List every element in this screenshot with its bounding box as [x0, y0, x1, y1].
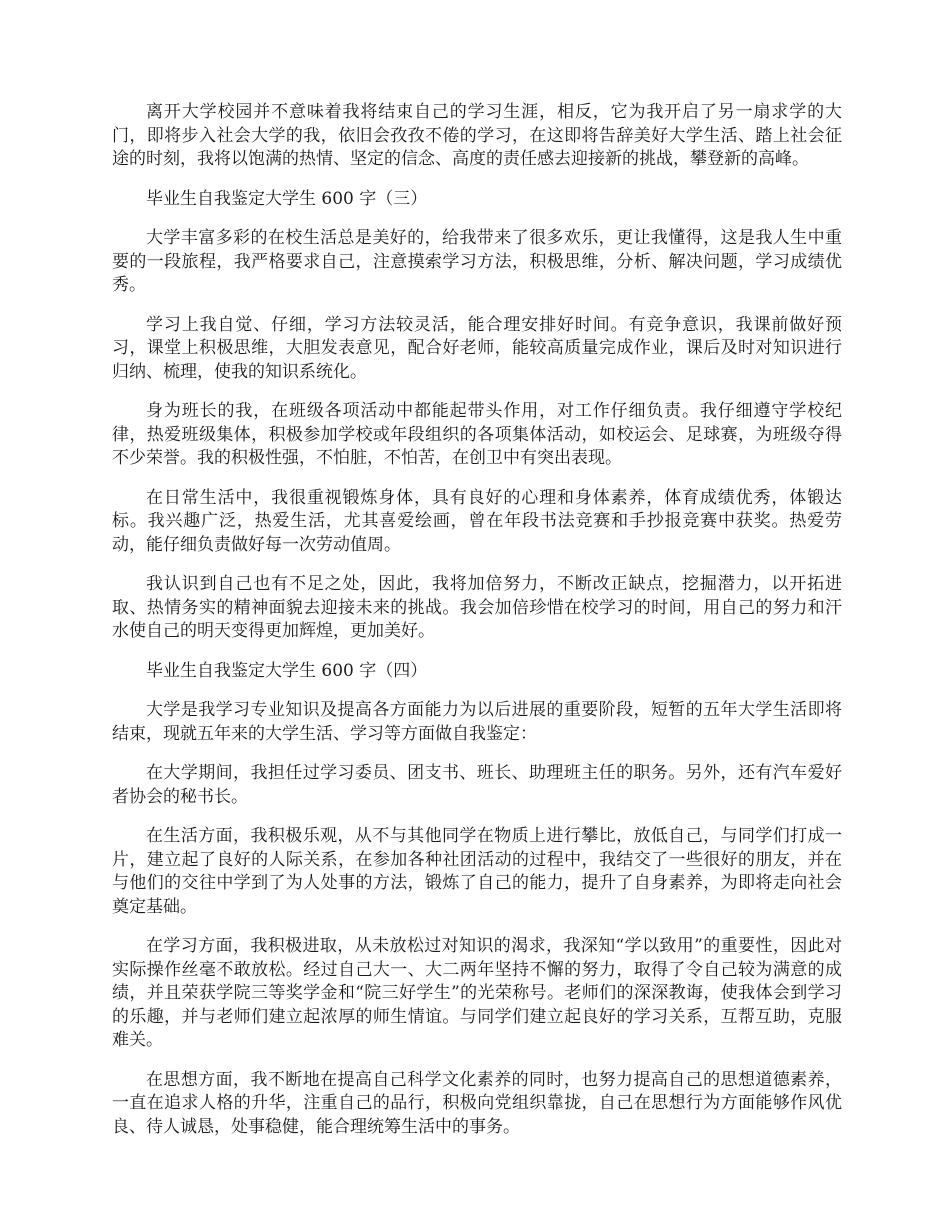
document-body [112, 101, 842, 1155]
section-heading-four: 毕业生自我鉴定大学生 600 字（四） [146, 660, 428, 681]
paragraph: 我认识到自己也有不足之处，因此，我将加倍努力，不断改正缺点，挖掘潜力，以开拓进取、热情务实的精神面貌去迎接未来的挑战。我会加倍珍惜在校学习的时间，用自己的努力和汗水使自己的明天变得更加辉煌，更加美好。 [112, 574, 842, 641]
paragraph: 身为班长的我，在班级各项活动中都能起带头作用，对工作仔细负责。我仔细遵守学校纪律，热爱班级集体，积极参加学校或年段组织的各项集体活动，如校运会、足球赛，为班级夺得不少荣誉。我的积极性强，不怕脏，不怕苦，在创卫中有突出表现。 [112, 401, 842, 468]
paragraph: 在大学期间，我担任过学习委员、团支书、班长、助理班主任的职务。另外，还有汽车爱好者协会的秘书长。 [112, 763, 842, 807]
paragraph-intro: 离开大学校园并不意味着我将结束自己的学习生涯，相反，它为我开启了另一扇求学的大门，即将步入社会大学的我，依旧会孜孜不倦的学习，在这即将告辞美好大学生活、踏上社会征途的时刻，我将以饱满的热情、坚定的信念、高度的责任感去迎接新的挑战，攀登新的高峰。 [112, 102, 842, 169]
paragraph: 在生活方面，我积极乐观，从不与其他同学在物质上进行攀比，放低自己，与同学们打成一片，建立起了良好的人际关系，在参加各种社团活动的过程中，我结交了一些很好的朋友，并在与他们的交往中学到了为人处事的方法，锻炼了自己的能力，提升了自身素养，为即将走向社会奠定基础。 [112, 826, 842, 917]
paragraph: 在学习方面，我积极进取，从未放松过对知识的渴求，我深知“学以致用”的重要性，因此对实际操作丝毫不敢放松。经过自己大一、大二两年坚持不懈的努力，取得了令自己较为满意的成绩，并且荣获学院三等奖学金和“院三好学生”的光荣称号。老师们的深深教诲，使我体会到学习的乐趣，并与老师们建立起浓厚的师生情谊。与同学们建立起良好的学习关系，互帮互助，克服难关。 [112, 936, 842, 1050]
paragraph: 在思想方面，我不断地在提高自己科学文化素养的同时，也努力提高自己的思想道德素养，一直在追求人格的升华，注重自己的品行，积极向党组织靠拢，自己在思想行为方面能够作风优良、待人诚恳，处事稳健，能合理统筹生活中的事务。 [112, 1069, 842, 1137]
paragraph: 在日常生活中，我很重视锻炼身体，具有良好的心理和身体素养，体育成绩优秀，体锻达标。我兴趣广泛，热爱生活，尤其喜爱绘画，曾在年段书法竞赛和手抄报竞赛中获奖。热爱劳动，能仔细负责做好每一次劳动值周。 [112, 487, 842, 555]
section-heading-three: 毕业生自我鉴定大学生 600 字（三） [146, 188, 428, 209]
paragraph: 大学是我学习专业知识及提高各方面能力为以后进展的重要阶段，短暂的五年大学生活即将结束，现就五年来的大学生活、学习等方面做自我鉴定： [112, 700, 842, 744]
paragraph: 大学丰富多彩的在校生活总是美好的，给我带来了很多欢乐，更让我懂得，这是我人生中重要的一段旅程，我严格要求自己，注意摸索学习方法，积极思维，分析、解决问题，学习成绩优秀。 [112, 228, 842, 295]
paragraph: 学习上我自觉、仔细，学习方法较灵活，能合理安排好时间。有竞争意识，我课前做好预习，课堂上积极思维，大胆发表意见，配合好老师，能较高质量完成作业，课后及时对知识进行归纳、梳理，使我的知识系统化。 [112, 314, 842, 382]
